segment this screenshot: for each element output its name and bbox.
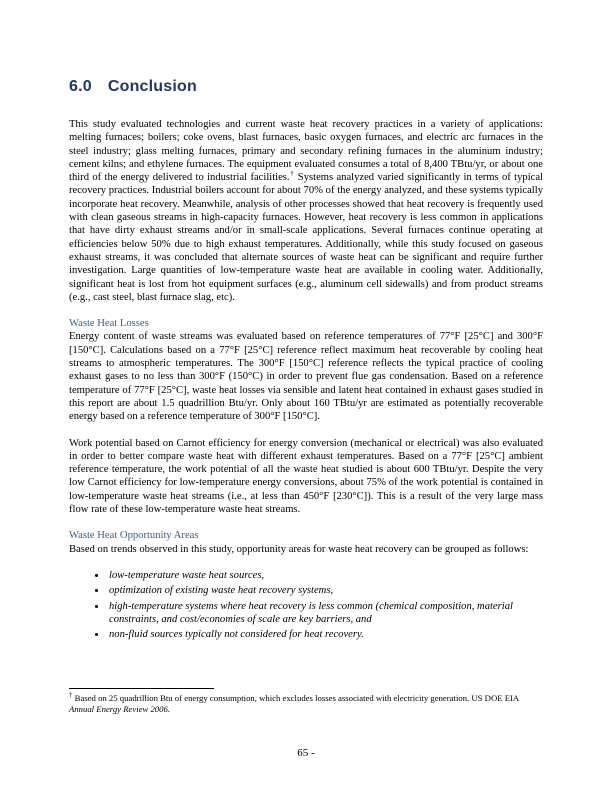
bullet-item-low-temperature: • low-temperature waste heat sources, — [107, 569, 543, 582]
section-heading — [69, 78, 543, 96]
section-waste-heat-losses — [69, 317, 543, 516]
bullet-item-high-temperature: • high-temperature systems where heat recovery is less common (chemical composition, material constraints, and cost/economies of scale are key barriers, and — [107, 600, 543, 627]
paragraph-losses-1: Energy content of waste streams was evaluated based on reference temperatures of 77°F [25°C] and 300°F [150°C]. Calculations based on a 77°F [25°C] reference reflect maximum heat recoverable by cooling heat streams to atmospheric temperatures. The 300°F [150°C] reference reflects the typical practice of cooling exhaust gases to no less than 300°F (150°C) in order to prevent flue gas condensation. Based on a reference temperature of 77°F [25°C], waste heat losses via sensible and latent heat contained in exhaust gases studied in this report are about 1.5 quadrillion Btu/yr. Only about 160 TBtu/yr are estimated as potentially recoverable energy based on a reference temperature of 300°F [150°C]. — [69, 331, 543, 423]
footnote-block — [69, 688, 543, 715]
paragraph-overview-text-b: Systems analyzed varied significantly in terms of typical recovery practices. Industrial boilers account for about 70% of the energy analyzed, and these systems typically incorporate heat recovery. Meanwhile, analysis of other processes showed that heat recovery is frequently used with clean gaseous streams in high-capacity furnaces. However, heat recovery is less common in applications that have dirty exhaust streams and/or in small-scale applications. Several furnaces continue operating at efficiencies below 50% due to high exhaust temperatures. Additionally, while this study focused on gaseous exhaust streams, it was concluded that alternate sources of waste heat can be significant and require further investigation. Large quantities of low-temperature waste heat are available in cooling water. Additionally, significant heat is lost from hot equipment surfaces (e.g., aluminum cell sidewalls) and from product streams (e.g., cast steel, blast furnace slag, etc). — [69, 172, 544, 303]
page-number: 65 - — [297, 747, 315, 759]
bullet-item-non-fluid: • non-fluid sources typically not considered for heat recovery. — [107, 628, 543, 641]
paragraph-overview — [69, 118, 543, 304]
subsection-heading-opportunity: Waste Heat Opportunity Areas — [69, 530, 199, 542]
section-number: 6.0 — [69, 78, 92, 95]
footnote-marker: † — [69, 691, 73, 700]
section-title: Conclusion — [107, 78, 197, 95]
section-opportunity-areas — [69, 529, 543, 641]
footnote-reference: † — [289, 169, 295, 178]
paragraph-losses-2: Work potential based on Carnot efficiency for energy conversion (mechanical or electrical) was also evaluated in order to better compare waste heat with different exhaust temperatures. Based on a 77°F [25°C] ambient reference temperature, the work potential of all the waste heat studied is about 600 TBtu/yr. Despite the very low Carnot efficiency for low-temperature energy conversions, about 75% of the work potential is contained in low-temperature waste heat streams (i.e., at less than 450°F [230°C]). This is a result of the very large mass flow rate of these low-temperature waste heat streams. — [69, 437, 543, 516]
footnote-text — [69, 693, 543, 715]
footnote-separator — [69, 688, 214, 689]
opportunity-bullet-list — [91, 569, 543, 641]
paragraph-overview-text-a: This study evaluated technologies and current waste heat recovery practices in a variety of applications: melting furnaces; boilers; coke ovens, blast furnaces, basic oxygen furnaces, and electric arc furnaces in the steel industry; glass melting furnaces, primary and secondary refining furnaces in the aluminum industry; cement kilns; and ethylene furnaces. The equipment evaluated consumes a total of 8,400 TBtu/yr, or about one third of the energy delivered to industrial facilities. — [69, 119, 543, 184]
page-content — [69, 78, 543, 654]
bullet-item-optimization: • optimization of existing waste heat recovery systems, — [107, 584, 543, 597]
subsection-heading-losses: Waste Heat Losses — [69, 318, 149, 330]
footnote-source: Annual Energy Review 2006. — [69, 704, 171, 715]
paragraph-opportunity-intro: Based on trends observed in this study, opportunity areas for waste heat recovery can be grouped as follows: — [69, 543, 529, 555]
footnote-body: Based on 25 quadrillion Btu of energy consumption, which excludes losses associated with electricity generation. US DOE EIA — [72, 693, 519, 703]
